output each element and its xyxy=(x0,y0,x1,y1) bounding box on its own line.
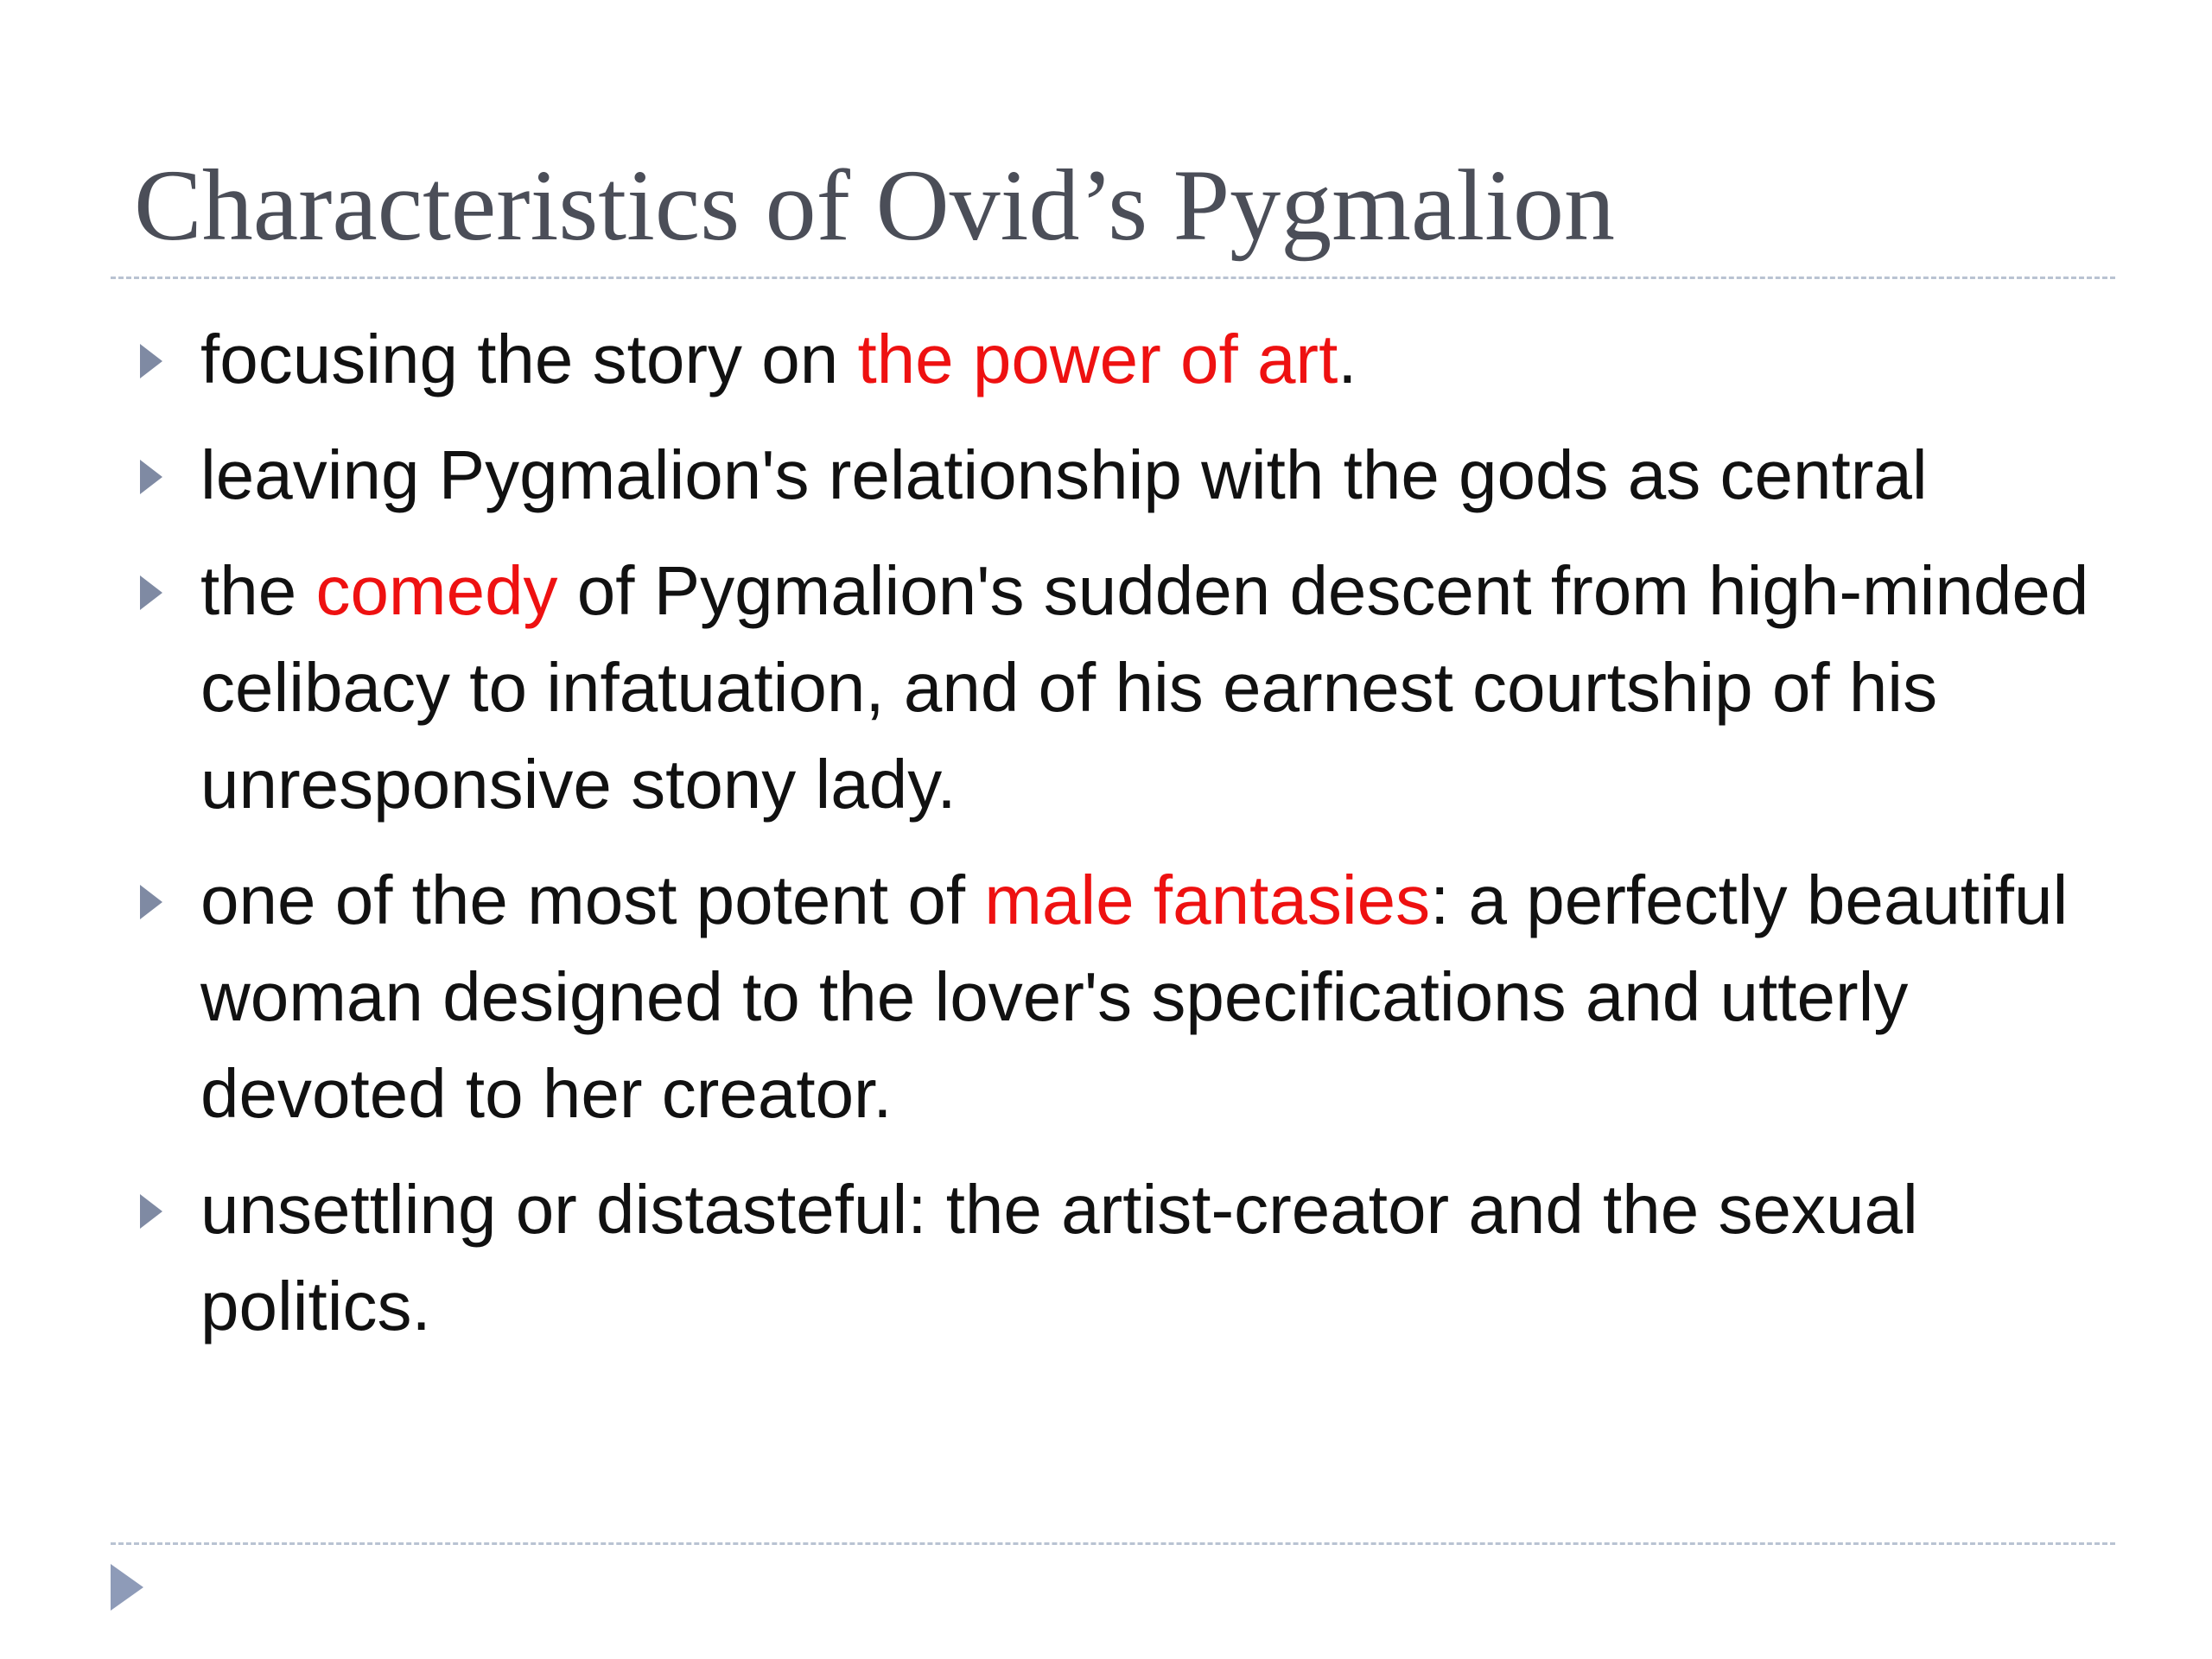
bullet-highlight: comedy xyxy=(315,552,558,629)
bullet-item xyxy=(0,1161,2212,1355)
bullet-text: unsettling or distasteful: the artist-creator and the sexual politics. xyxy=(200,1171,1918,1344)
bullet-item xyxy=(0,427,2212,524)
bullet-triangle-icon xyxy=(140,885,162,919)
bullet-triangle-icon xyxy=(140,575,162,610)
bullet-text-end: of Pygmalion's sudden descent from high-minded celibacy to infatuation, and of his earnest courtship of his unresponsive stony lady. xyxy=(200,552,2089,823)
footer-triangle-icon xyxy=(111,1564,143,1611)
bullet-text-end: : a perfectly beautiful woman designed to the lover's specifications and utterly devoted to her creator. xyxy=(200,861,2069,1132)
bullet-item xyxy=(0,852,2212,1142)
footer-divider xyxy=(111,1542,2115,1545)
slide-title: Characteristics of Ovid’s Pygmalion xyxy=(134,149,1615,262)
bullet-list xyxy=(0,311,2212,1374)
bullet-text: one of the most potent of xyxy=(200,861,985,938)
bullet-triangle-icon xyxy=(140,1194,162,1229)
bullet-item xyxy=(0,543,2212,833)
bullet-text: focusing the story on xyxy=(200,321,858,397)
bullet-item xyxy=(0,311,2212,408)
title-divider xyxy=(111,276,2115,279)
bullet-triangle-icon xyxy=(140,344,162,378)
bullet-highlight: the power of art xyxy=(857,321,1338,397)
bullet-highlight: male fantasies xyxy=(984,861,1431,938)
bullet-text: leaving Pygmalion's relationship with the gods as central xyxy=(200,436,1928,513)
bullet-text-end: . xyxy=(1338,321,1357,397)
bullet-text: the xyxy=(200,552,316,629)
bullet-triangle-icon xyxy=(140,460,162,494)
